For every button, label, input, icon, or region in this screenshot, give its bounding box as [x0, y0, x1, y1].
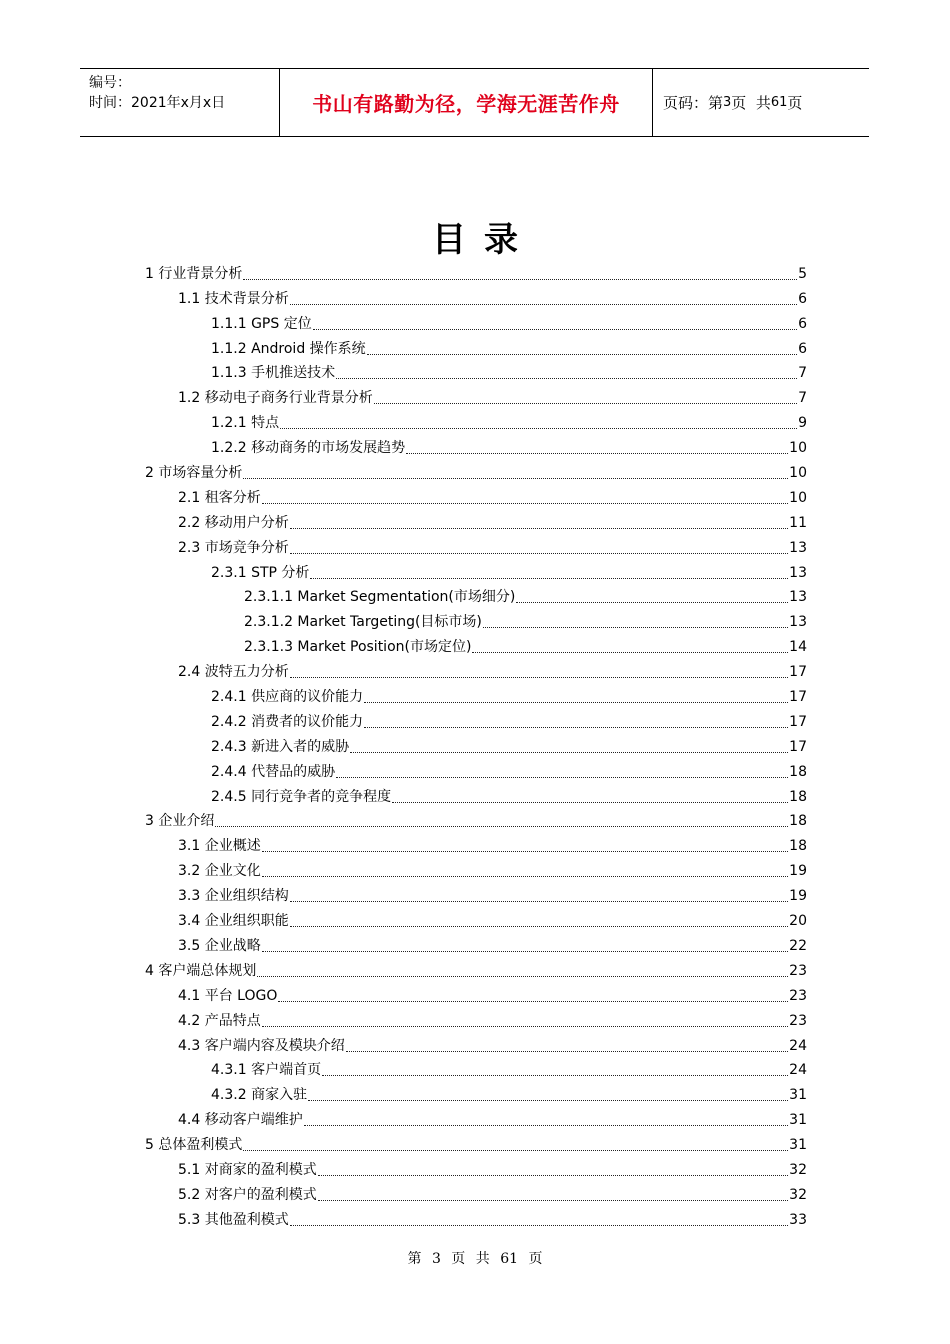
- toc-entry-label: 1.1.1 GPS 定位: [211, 315, 312, 332]
- toc-entry[interactable]: [145, 1204, 807, 1229]
- toc-entry[interactable]: [145, 756, 807, 781]
- toc-entry-page: 18: [789, 838, 807, 855]
- toc-leader-dots: [278, 1000, 788, 1002]
- header-page-info: [653, 69, 869, 136]
- toc-entry[interactable]: [145, 1005, 807, 1030]
- toc-entry-label: 1.2.2 移动商务的市场发展趋势: [211, 440, 406, 457]
- document-time: 时间：2021年x月x日: [89, 95, 226, 111]
- toc-entry-label: 4.3.1 客户端首页: [211, 1062, 322, 1079]
- toc-leader-dots: [472, 651, 788, 653]
- toc-entry[interactable]: [145, 308, 807, 333]
- toc-entry[interactable]: [145, 382, 807, 407]
- toc-entry-page: 18: [789, 813, 807, 830]
- toc-entry[interactable]: [145, 258, 807, 283]
- toc-entry-label: 2.4.5 同行竞争者的竞争程度: [211, 788, 392, 805]
- toc-entry[interactable]: [145, 432, 807, 457]
- toc-leader-dots: [215, 825, 788, 827]
- toc-leader-dots: [262, 1025, 788, 1027]
- table-of-contents: [145, 258, 807, 1229]
- toc-entry[interactable]: [145, 358, 807, 383]
- toc-entry-page: 31: [789, 1087, 807, 1104]
- toc-entry[interactable]: [145, 955, 807, 980]
- document-number-label: 编号：: [89, 75, 131, 91]
- toc-entry[interactable]: [145, 283, 807, 308]
- toc-entry-label: 3.1 企业概述: [178, 838, 261, 855]
- toc-entry-page: 17: [789, 713, 807, 730]
- toc-entry-page: 7: [798, 390, 807, 407]
- toc-entry-label: 4.1 平台 LOGO: [178, 987, 278, 1004]
- toc-entry-label: 2.3.1 STP 分析: [211, 564, 310, 581]
- toc-leader-dots: [243, 278, 797, 280]
- toc-leader-dots: [257, 975, 788, 977]
- toc-leader-dots: [313, 328, 797, 330]
- toc-entry[interactable]: [145, 830, 807, 855]
- toc-leader-dots: [290, 527, 788, 529]
- toc-title: 目录: [432, 220, 536, 260]
- toc-entry[interactable]: [145, 930, 807, 955]
- toc-entry-label: 4.3 客户端内容及模块介绍: [178, 1037, 345, 1054]
- header-meta: [80, 69, 280, 136]
- toc-entry-label: 1.2 移动电子商务行业背景分析: [178, 390, 373, 407]
- toc-entry[interactable]: [145, 1179, 807, 1204]
- toc-entry-page: 23: [789, 987, 807, 1004]
- toc-leader-dots: [290, 1224, 788, 1226]
- toc-entry[interactable]: [145, 855, 807, 880]
- toc-leader-dots: [262, 502, 788, 504]
- page-current: 3: [723, 95, 732, 110]
- toc-leader-dots: [374, 402, 797, 404]
- toc-entry[interactable]: [145, 980, 807, 1005]
- toc-entry-page: 19: [789, 888, 807, 905]
- toc-leader-dots: [322, 1074, 788, 1076]
- toc-entry-page: 11: [789, 514, 807, 531]
- toc-entry-label: 4.3.2 商家入驻: [211, 1087, 308, 1104]
- toc-entry-label: 3.4 企业组织职能: [178, 913, 289, 930]
- toc-entry[interactable]: [145, 781, 807, 806]
- toc-leader-dots: [290, 552, 788, 554]
- toc-entry[interactable]: [145, 706, 807, 731]
- toc-leader-dots: [516, 601, 788, 603]
- toc-leader-dots: [310, 577, 788, 579]
- toc-leader-dots: [483, 626, 788, 628]
- toc-entry-page: 6: [798, 290, 807, 307]
- toc-leader-dots: [243, 1149, 788, 1151]
- toc-entry-page: 19: [789, 863, 807, 880]
- toc-entry-page: 13: [789, 614, 807, 631]
- toc-entry-page: 17: [789, 689, 807, 706]
- toc-entry-page: 24: [789, 1037, 807, 1054]
- toc-entry[interactable]: [145, 407, 807, 432]
- toc-entry-label: 2.4.1 供应商的议价能力: [211, 689, 364, 706]
- toc-entry[interactable]: [145, 1030, 807, 1055]
- toc-leader-dots: [280, 427, 797, 429]
- toc-entry-label: 1.1.3 手机推送技术: [211, 365, 336, 382]
- toc-leader-dots: [364, 726, 788, 728]
- page-prefix: 页码：第: [663, 94, 724, 112]
- toc-entry[interactable]: [145, 880, 807, 905]
- toc-entry-label: 1 行业背景分析: [145, 265, 243, 282]
- toc-entry[interactable]: [145, 806, 807, 831]
- toc-leader-dots: [367, 353, 797, 355]
- toc-leader-dots: [243, 477, 788, 479]
- toc-leader-dots: [336, 776, 788, 778]
- toc-entry-label: 5.3 其他盈利模式: [178, 1211, 289, 1228]
- toc-entry-label: 2.1 租客分析: [178, 489, 261, 506]
- page-header: [80, 68, 869, 137]
- toc-entry[interactable]: [145, 631, 807, 656]
- toc-entry-label: 2.4.3 新进入者的威胁: [211, 738, 350, 755]
- toc-entry-label: 4 客户端总体规划: [145, 962, 257, 979]
- toc-leader-dots: [364, 701, 788, 703]
- page-footer: 第 3 页 共 61 页: [407, 1251, 543, 1267]
- toc-leader-dots: [406, 452, 788, 454]
- toc-entry-label: 2.4.2 消费者的议价能力: [211, 713, 364, 730]
- toc-leader-dots: [290, 925, 788, 927]
- toc-entry-label: 2.3.1.2 Market Targeting(目标市场): [244, 614, 482, 631]
- toc-entry-label: 2.4 波特五力分析: [178, 664, 289, 681]
- header-motto: 书山有路勤为径，学海无涯苦作舟: [280, 69, 653, 136]
- toc-entry-page: 9: [798, 415, 807, 432]
- toc-entry[interactable]: [145, 457, 807, 482]
- toc-entry-label: 3.5 企业战略: [178, 937, 261, 954]
- toc-entry-page: 31: [789, 1112, 807, 1129]
- toc-entry-page: 7: [798, 365, 807, 382]
- toc-leader-dots: [290, 676, 788, 678]
- toc-entry-page: 33: [789, 1211, 807, 1228]
- toc-entry-label: 2 市场容量分析: [145, 465, 243, 482]
- toc-leader-dots: [336, 377, 797, 379]
- toc-entry[interactable]: [145, 1079, 807, 1104]
- toc-entry-label: 5 总体盈利模式: [145, 1137, 243, 1154]
- toc-leader-dots: [290, 900, 788, 902]
- toc-entry-page: 6: [798, 315, 807, 332]
- toc-entry-page: 32: [789, 1161, 807, 1178]
- toc-entry[interactable]: [145, 681, 807, 706]
- toc-entry-label: 1.2.1 特点: [211, 415, 280, 432]
- toc-entry-page: 23: [789, 1012, 807, 1029]
- toc-entry-label: 1.1 技术背景分析: [178, 290, 289, 307]
- toc-leader-dots: [392, 801, 788, 803]
- toc-leader-dots: [262, 850, 788, 852]
- toc-entry[interactable]: [145, 606, 807, 631]
- toc-entry-label: 2.3.1.1 Market Segmentation(市场细分): [244, 589, 516, 606]
- toc-leader-dots: [304, 1124, 788, 1126]
- toc-entry[interactable]: [145, 1129, 807, 1154]
- toc-entry-page: 22: [789, 937, 807, 954]
- toc-entry-page: 5: [798, 265, 807, 282]
- toc-entry[interactable]: [145, 482, 807, 507]
- toc-leader-dots: [318, 1174, 788, 1176]
- toc-entry-page: 20: [789, 913, 807, 930]
- toc-entry[interactable]: [145, 333, 807, 358]
- toc-entry[interactable]: [145, 656, 807, 681]
- toc-entry[interactable]: [145, 905, 807, 930]
- toc-entry[interactable]: [145, 1055, 807, 1080]
- toc-entry-page: 6: [798, 340, 807, 357]
- toc-entry[interactable]: [145, 1154, 807, 1179]
- toc-leader-dots: [318, 1199, 788, 1201]
- toc-entry-page: 31: [789, 1137, 807, 1154]
- toc-entry-page: 17: [789, 664, 807, 681]
- toc-entry-page: 13: [789, 589, 807, 606]
- toc-entry-label: 3.2 企业文化: [178, 863, 261, 880]
- toc-entry[interactable]: [145, 1104, 807, 1129]
- toc-entry[interactable]: [145, 532, 807, 557]
- toc-entry[interactable]: [145, 582, 807, 607]
- toc-entry-page: 14: [789, 639, 807, 656]
- toc-entry[interactable]: [145, 731, 807, 756]
- toc-entry-page: 32: [789, 1186, 807, 1203]
- toc-entry[interactable]: [145, 557, 807, 582]
- page-total: 61: [770, 95, 788, 110]
- toc-entry-page: 18: [789, 763, 807, 780]
- toc-entry-label: 4.2 产品特点: [178, 1012, 261, 1029]
- toc-entry-page: 10: [789, 489, 807, 506]
- toc-entry-label: 1.1.2 Android 操作系统: [211, 340, 366, 357]
- toc-entry-page: 13: [789, 564, 807, 581]
- toc-entry-page: 13: [789, 539, 807, 556]
- toc-leader-dots: [346, 1050, 788, 1052]
- toc-entry-label: 3.3 企业组织结构: [178, 888, 289, 905]
- page-suffix: 页: [787, 94, 803, 112]
- toc-entry-label: 2.3.1.3 Market Position(市场定位): [244, 639, 472, 656]
- toc-leader-dots: [262, 950, 788, 952]
- toc-entry-label: 2.2 移动用户分析: [178, 514, 289, 531]
- toc-entry-label: 5.2 对客户的盈利模式: [178, 1186, 317, 1203]
- toc-leader-dots: [262, 875, 788, 877]
- toc-leader-dots: [350, 751, 788, 753]
- page-mid: 页 共: [731, 94, 771, 112]
- toc-entry-label: 2.3 市场竞争分析: [178, 539, 289, 556]
- toc-entry[interactable]: [145, 507, 807, 532]
- toc-leader-dots: [290, 303, 797, 305]
- toc-entry-label: 3 企业介绍: [145, 813, 215, 830]
- toc-leader-dots: [308, 1099, 788, 1101]
- toc-entry-label: 5.1 对商家的盈利模式: [178, 1161, 317, 1178]
- toc-entry-page: 17: [789, 738, 807, 755]
- toc-entry-page: 24: [789, 1062, 807, 1079]
- toc-entry-page: 10: [789, 440, 807, 457]
- toc-entry-page: 23: [789, 962, 807, 979]
- toc-entry-label: 2.4.4 代替品的威胁: [211, 763, 336, 780]
- toc-entry-page: 18: [789, 788, 807, 805]
- toc-entry-label: 4.4 移动客户端维护: [178, 1112, 303, 1129]
- toc-entry-page: 10: [789, 465, 807, 482]
